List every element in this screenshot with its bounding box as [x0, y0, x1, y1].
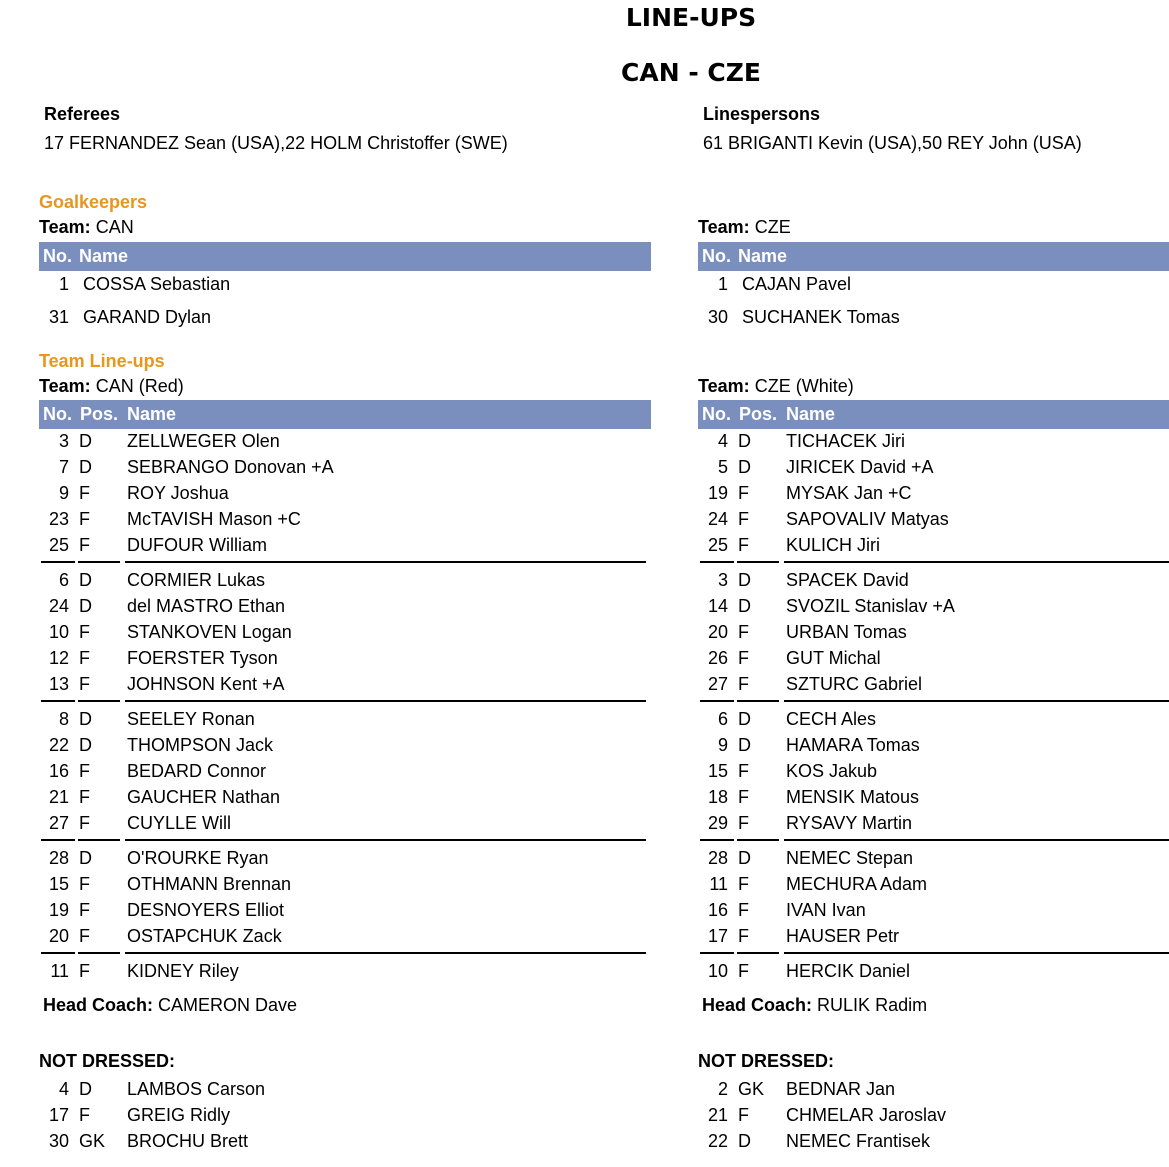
player-row [39, 784, 639, 810]
player-name: SAPOVALIV Matyas [786, 509, 949, 529]
player-position: F [79, 1105, 90, 1125]
player-name: SEBRANGO Donovan +A [127, 457, 334, 477]
player-row [39, 732, 639, 758]
header-no: No. [702, 404, 731, 424]
player-row [39, 706, 639, 732]
player-position: D [79, 848, 92, 868]
goalkeepers-heading: Goalkeepers [39, 192, 148, 212]
line-separator [41, 839, 75, 841]
player-name: KIDNEY Riley [127, 961, 239, 981]
player-number: 26 [707, 648, 728, 668]
player-number: 12 [48, 648, 69, 668]
linespersons-list: 61 BRIGANTI Kevin (USA),50 REY John (USA) [703, 133, 1082, 153]
header-name: Name [786, 404, 836, 424]
player-row [698, 567, 1169, 593]
player-number: 20 [48, 926, 69, 946]
player-name: HAUSER Petr [786, 926, 900, 946]
player-position: GK [738, 1079, 765, 1099]
player-position: D [79, 1079, 92, 1099]
player-name: O'ROURKE Ryan [127, 848, 269, 868]
player-name: GREIG Ridly [127, 1105, 231, 1125]
player-row [39, 810, 639, 836]
player-name: NEMEC Stepan [786, 848, 914, 868]
line-separator [41, 952, 75, 954]
player-number: 22 [707, 1131, 728, 1151]
line-separator [78, 700, 120, 702]
player-row [698, 506, 1169, 532]
player-row [698, 428, 1169, 454]
player-number: 29 [707, 813, 728, 833]
line-separator [78, 952, 120, 954]
player-name: FOERSTER Tyson [127, 648, 278, 668]
player-row [698, 645, 1169, 671]
team-name: CZE (White) [754, 376, 854, 396]
player-row [698, 871, 1169, 897]
player-position: F [79, 674, 90, 694]
head-coach-row [702, 995, 927, 1016]
player-row [698, 897, 1169, 923]
player-name: CAJAN Pavel [742, 274, 852, 294]
header-no: No. [43, 404, 72, 424]
player-position: F [738, 1105, 749, 1125]
lineups-heading: Team Line-ups [39, 351, 165, 371]
player-position: F [738, 900, 749, 920]
line-separator [41, 561, 75, 563]
team-name: CAN (Red) [95, 376, 184, 396]
player-number: 27 [707, 674, 728, 694]
player-number: 17 [707, 926, 728, 946]
player-name: SZTURC Gabriel [786, 674, 923, 694]
team-label-row [698, 217, 791, 238]
lineup-header [698, 400, 1169, 429]
player-number: 2 [717, 1079, 728, 1099]
player-position: F [738, 622, 749, 642]
player-row [39, 671, 639, 697]
team-label: Team: [39, 376, 91, 396]
player-position: GK [79, 1131, 106, 1151]
player-row [39, 619, 639, 645]
player-position: F [738, 674, 749, 694]
player-name: CUYLLE Will [127, 813, 232, 833]
player-row [698, 1076, 1169, 1102]
player-number: 3 [58, 431, 69, 451]
player-position: F [79, 961, 90, 981]
player-row [39, 958, 639, 984]
player-name: ROY Joshua [127, 483, 229, 503]
player-name: OTHMANN Brennan [127, 874, 292, 894]
player-number: 3 [717, 570, 728, 590]
player-number: 10 [707, 961, 728, 981]
player-name: BROCHU Brett [127, 1131, 249, 1151]
player-row [698, 706, 1169, 732]
player-number: 28 [48, 848, 69, 868]
player-position: D [738, 848, 751, 868]
player-number: 1 [717, 274, 728, 294]
line-separator [78, 561, 120, 563]
player-row [698, 758, 1169, 784]
team-label-row [39, 217, 134, 238]
player-number: 15 [48, 874, 69, 894]
player-position: D [738, 431, 751, 451]
player-name: BEDARD Connor [127, 761, 267, 781]
player-name: CECH Ales [786, 709, 877, 729]
player-number: 18 [707, 787, 728, 807]
player-name: KOS Jakub [786, 761, 878, 781]
team-label-row [39, 376, 184, 397]
player-number: 22 [48, 735, 69, 755]
player-row [698, 304, 1169, 330]
player-row [698, 1128, 1169, 1154]
header-pos: Pos. [739, 404, 778, 424]
player-row [698, 958, 1169, 984]
player-position: F [79, 761, 90, 781]
player-row [39, 454, 639, 480]
lineup-header [39, 400, 651, 429]
player-name: DUFOUR William [127, 535, 267, 555]
player-name: CORMIER Lukas [127, 570, 266, 590]
player-number: 23 [48, 509, 69, 529]
header-name: Name [79, 246, 129, 266]
player-position: D [738, 457, 751, 477]
player-position: F [79, 483, 90, 503]
player-number: 21 [48, 787, 69, 807]
player-number: 19 [48, 900, 69, 920]
line-separator [700, 700, 734, 702]
header-no: No. [702, 246, 731, 266]
player-row [39, 845, 639, 871]
team-label-row [698, 376, 854, 397]
player-position: F [738, 813, 749, 833]
player-number: 11 [50, 961, 69, 981]
player-position: D [79, 735, 92, 755]
player-number: 6 [58, 570, 69, 590]
match-title: CAN - CZE [621, 58, 761, 87]
player-position: F [79, 509, 90, 529]
player-row [39, 532, 639, 558]
player-name: JIRICEK David +A [786, 457, 934, 477]
player-name: THOMPSON Jack [127, 735, 274, 755]
player-row [698, 671, 1169, 697]
player-number: 14 [707, 596, 728, 616]
player-number: 27 [48, 813, 69, 833]
player-row [39, 1128, 639, 1154]
player-name: MYSAK Jan +C [786, 483, 912, 503]
player-number: 30 [48, 1131, 69, 1151]
player-name: BEDNAR Jan [786, 1079, 896, 1099]
player-number: 25 [48, 535, 69, 555]
player-name: LAMBOS Carson [127, 1079, 266, 1099]
player-position: F [79, 900, 90, 920]
player-position: F [738, 509, 749, 529]
goalkeepers-header [39, 242, 651, 271]
player-row [39, 758, 639, 784]
player-position: D [738, 735, 751, 755]
player-number: 24 [48, 596, 69, 616]
player-row [698, 732, 1169, 758]
player-number: 30 [707, 307, 728, 327]
player-number: 16 [707, 900, 728, 920]
player-number: 1 [58, 274, 69, 294]
header-name: Name [127, 404, 177, 424]
player-row [39, 567, 639, 593]
player-name: NEMEC Frantisek [786, 1131, 931, 1151]
linespersons-label: Linespersons [703, 104, 821, 124]
player-name: ZELLWEGER Olen [127, 431, 280, 451]
line-separator [784, 700, 1169, 702]
referees-label: Referees [44, 104, 121, 124]
player-number: 4 [717, 431, 728, 451]
player-row [698, 593, 1169, 619]
line-separator [700, 839, 734, 841]
player-name: COSSA Sebastian [83, 274, 231, 294]
line-separator [125, 700, 646, 702]
player-name: TICHACEK Jiri [786, 431, 906, 451]
player-position: F [79, 622, 90, 642]
player-number: 5 [717, 457, 728, 477]
player-row [39, 871, 639, 897]
player-position: F [79, 813, 90, 833]
player-name: MENSIK Matous [786, 787, 920, 807]
not-dressed-label: NOT DRESSED: [698, 1051, 835, 1071]
player-position: F [79, 787, 90, 807]
player-number: 17 [48, 1105, 69, 1125]
player-row [39, 1102, 639, 1128]
player-name: GUT Michal [786, 648, 881, 668]
player-number: 11 [709, 874, 728, 894]
team-label: Team: [698, 376, 750, 396]
player-name: SPACEK David [786, 570, 909, 590]
player-row [39, 593, 639, 619]
team-label: Team: [698, 217, 750, 237]
player-number: 9 [717, 735, 728, 755]
player-number: 8 [58, 709, 69, 729]
player-row [698, 1102, 1169, 1128]
line-separator [784, 952, 1169, 954]
player-name: HERCIK Daniel [786, 961, 911, 981]
player-position: D [738, 570, 751, 590]
player-name: JOHNSON Kent +A [127, 674, 285, 694]
player-number: 13 [48, 674, 69, 694]
player-row [698, 923, 1169, 949]
player-position: F [738, 961, 749, 981]
player-row [698, 532, 1169, 558]
line-separator [784, 561, 1169, 563]
player-name: IVAN Ivan [786, 900, 866, 920]
player-number: 10 [48, 622, 69, 642]
player-number: 7 [58, 457, 69, 477]
line-separator [737, 839, 779, 841]
team-name: CAN [95, 217, 134, 237]
player-position: F [738, 761, 749, 781]
player-position: F [738, 926, 749, 946]
player-name: CHMELAR Jaroslav [786, 1105, 947, 1125]
line-separator [125, 839, 646, 841]
player-number: 4 [58, 1079, 69, 1099]
player-number: 16 [48, 761, 69, 781]
player-position: D [79, 457, 92, 477]
player-name: SEELEY Ronan [127, 709, 255, 729]
player-name: GARAND Dylan [83, 307, 212, 327]
player-number: 31 [48, 307, 69, 327]
player-row [698, 271, 1169, 297]
player-number: 15 [707, 761, 728, 781]
player-row [39, 480, 639, 506]
player-name: SUCHANEK Tomas [742, 307, 900, 327]
player-row [698, 810, 1169, 836]
player-position: F [79, 535, 90, 555]
header-pos: Pos. [80, 404, 119, 424]
player-position: F [738, 787, 749, 807]
line-separator [700, 952, 734, 954]
not-dressed-label: NOT DRESSED: [39, 1051, 176, 1071]
line-separator [41, 700, 75, 702]
player-number: 9 [58, 483, 69, 503]
player-name: McTAVISH Mason +C [127, 509, 301, 529]
line-separator [784, 839, 1169, 841]
line-separator [125, 952, 646, 954]
team-label: Team: [39, 217, 91, 237]
player-position: D [79, 596, 92, 616]
player-number: 19 [707, 483, 728, 503]
player-row [39, 304, 639, 330]
head-coach-name: CAMERON Dave [158, 995, 298, 1015]
player-row [39, 897, 639, 923]
player-name: RYSAVY Martin [786, 813, 913, 833]
line-separator [125, 561, 646, 563]
player-position: F [738, 648, 749, 668]
line-separator [700, 561, 734, 563]
player-position: F [738, 535, 749, 555]
player-row [39, 506, 639, 532]
head-coach-name: RULIK Radim [817, 995, 928, 1015]
player-position: F [79, 648, 90, 668]
player-row [39, 645, 639, 671]
player-row [39, 271, 639, 297]
header-no: No. [43, 246, 72, 266]
player-row [39, 428, 639, 454]
player-position: F [738, 483, 749, 503]
player-name: MECHURA Adam [786, 874, 928, 894]
player-position: F [79, 874, 90, 894]
player-position: D [79, 709, 92, 729]
header-name: Name [738, 246, 788, 266]
player-row [39, 923, 639, 949]
player-row [698, 845, 1169, 871]
player-number: 28 [707, 848, 728, 868]
player-number: 24 [707, 509, 728, 529]
head-coach-label: Head Coach: [702, 995, 813, 1015]
player-number: 20 [707, 622, 728, 642]
player-name: SVOZIL Stanislav +A [786, 596, 955, 616]
player-position: D [738, 709, 751, 729]
player-position: D [738, 596, 751, 616]
player-number: 21 [707, 1105, 728, 1125]
player-row [698, 454, 1169, 480]
player-position: D [79, 570, 92, 590]
player-name: KULICH Jiri [786, 535, 881, 555]
player-position: F [738, 874, 749, 894]
line-separator [737, 952, 779, 954]
goalkeepers-header [698, 242, 1169, 271]
player-position: D [79, 431, 92, 451]
player-name: DESNOYERS Elliot [127, 900, 285, 920]
player-name: URBAN Tomas [786, 622, 907, 642]
player-number: 6 [717, 709, 728, 729]
line-separator [78, 839, 120, 841]
player-position: D [738, 1131, 751, 1151]
referees-list: 17 FERNANDEZ Sean (USA),22 HOLM Christoffer (SWE) [44, 133, 508, 153]
player-name: OSTAPCHUK Zack [127, 926, 282, 946]
team-name: CZE [754, 217, 791, 237]
player-row [698, 480, 1169, 506]
player-row [39, 1076, 639, 1102]
player-name: GAUCHER Nathan [127, 787, 281, 807]
page-title: LINE-UPS [625, 3, 757, 32]
player-row [698, 784, 1169, 810]
player-row [698, 619, 1169, 645]
player-number: 25 [707, 535, 728, 555]
head-coach-row [43, 995, 297, 1016]
line-separator [737, 561, 779, 563]
line-separator [737, 700, 779, 702]
player-position: F [79, 926, 90, 946]
head-coach-label: Head Coach: [43, 995, 154, 1015]
player-name: STANKOVEN Logan [127, 622, 292, 642]
player-name: HAMARA Tomas [786, 735, 920, 755]
player-name: del MASTRO Ethan [127, 596, 286, 616]
